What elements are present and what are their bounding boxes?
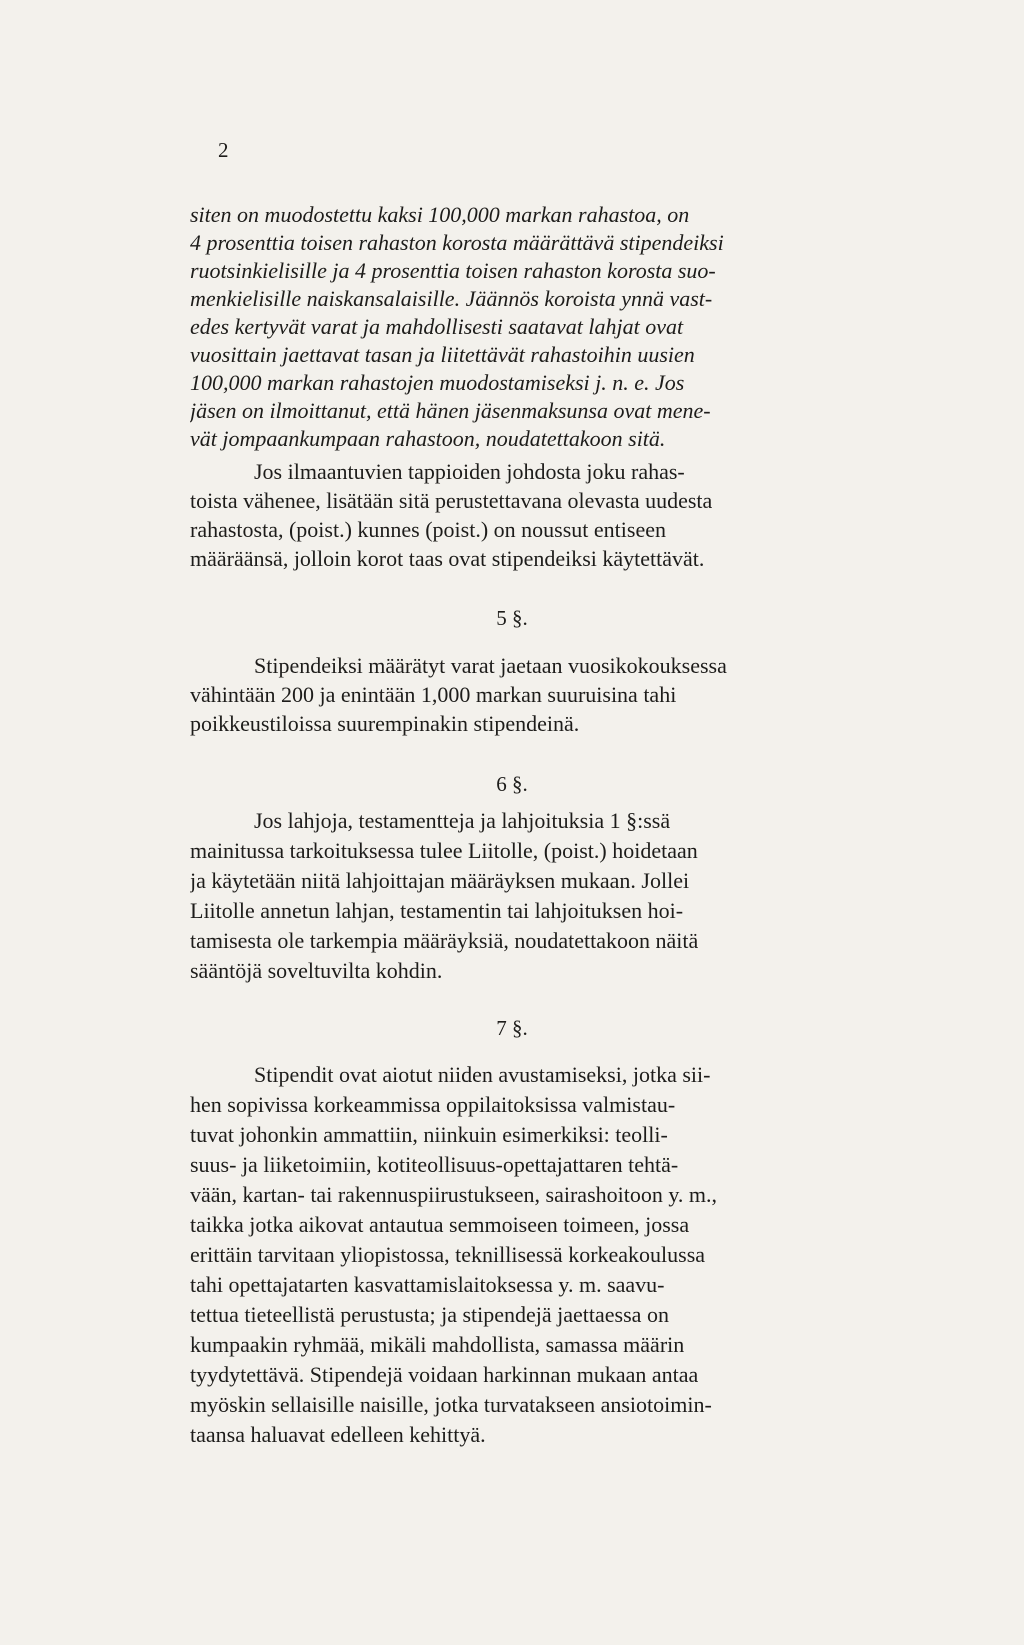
text-line: toista vähenee, lisätään sitä perustettavana olevasta uudesta <box>190 488 713 513</box>
text-line: tuvat johonkin ammattiin, niinkuin esimerkiksi: teolli- <box>190 1122 668 1147</box>
text-line: vuosittain jaettavat tasan ja liitettävät rahastoihin uusien <box>190 342 695 367</box>
text-line: kumpaakin ryhmää, mikäli mahdollista, samassa määrin <box>190 1332 685 1357</box>
text-line: hen sopivissa korkeammissa oppilaitoksissa valmistau- <box>190 1092 676 1117</box>
text-line: vähintään 200 ja enintään 1,000 markan suuruisina tahi <box>190 682 677 707</box>
text-line: ja käytetään niitä lahjoittajan määräyksen mukaan. Jollei <box>190 868 690 893</box>
text-line: vät jompaankumpaan rahastoon, noudatettakoon sitä. <box>190 426 666 451</box>
text-line: tyydytettävä. Stipendejä voidaan harkinnan mukaan antaa <box>190 1362 699 1387</box>
text-line: tamisesta ole tarkempia määräyksiä, noudatettakoon näitä <box>190 928 699 953</box>
text-line: määräänsä, jolloin korot taas ovat stipendeiksi käytettävät. <box>190 546 705 571</box>
text-line: taansa haluavat edelleen kehittyä. <box>190 1422 486 1447</box>
text-line: menkielisille naiskansalaisille. Jäännös koroista ynnä vast- <box>190 286 713 311</box>
text-line: ruotsinkielisille ja 4 prosenttia toisen rahaston korosta suo- <box>190 258 716 283</box>
text-line: Liitolle annetun lahjan, testamentin tai lahjoituksen hoi- <box>190 898 684 923</box>
text-line: suus- ja liiketoimiin, kotiteollisuus-opettajattaren tehtä- <box>190 1152 679 1177</box>
text-line: Jos ilmaantuvien tappioiden johdosta joku rahas- <box>254 459 685 484</box>
section-7-heading: 7 §. <box>496 1016 528 1040</box>
text-line: Jos lahjoja, testamentteja ja lahjoituksia 1 §:ssä <box>254 808 671 833</box>
text-line: 4 prosenttia toisen rahaston korosta määrättävä stipendeiksi <box>190 230 724 255</box>
text-line: jäsen on ilmoittanut, että hänen jäsenmaksunsa ovat mene- <box>190 398 711 423</box>
text-line: rahastosta, (poist.) kunnes (poist.) on noussut entiseen <box>190 517 666 542</box>
text-line: mainitussa tarkoituksessa tulee Liitolle, (poist.) hoidetaan <box>190 838 698 863</box>
text-line: tahi opettajatarten kasvattamislaitoksessa y. m. saavu- <box>190 1272 665 1297</box>
text-line: edes kertyvät varat ja mahdollisesti saatavat lahjat ovat <box>190 314 684 339</box>
text-line: 100,000 markan rahastojen muodostamiseksi j. n. e. Jos <box>190 370 685 395</box>
section-6-heading: 6 §. <box>496 772 528 796</box>
text-line: vään, kartan- tai rakennuspiirustukseen, sairashoitoon y. m., <box>190 1182 718 1207</box>
text-line: Stipendeiksi määrätyt varat jaetaan vuosikokouksessa <box>254 653 727 678</box>
text-line: sääntöjä soveltuvilta kohdin. <box>190 958 443 983</box>
page-number: 2 <box>218 138 229 162</box>
text-line: tettua tieteellistä perustusta; ja stipendejä jaettaessa on <box>190 1302 669 1327</box>
text-line: poikkeustiloissa suurempinakin stipendeinä. <box>190 711 580 736</box>
text-line: taikka jotka aikovat antautua semmoiseen toimeen, jossa <box>190 1212 690 1237</box>
text-line: Stipendit ovat aiotut niiden avustamiseksi, jotka sii- <box>254 1062 711 1087</box>
section-5-heading: 5 §. <box>496 606 528 630</box>
text-line: myöskin sellaisille naisille, jotka turvatakseen ansiotoimin- <box>190 1392 712 1417</box>
text-line: erittäin tarvitaan yliopistossa, teknillisessä korkeakoulussa <box>190 1242 706 1267</box>
text-line: siten on muodostettu kaksi 100,000 markan rahastoa, on <box>190 202 690 227</box>
